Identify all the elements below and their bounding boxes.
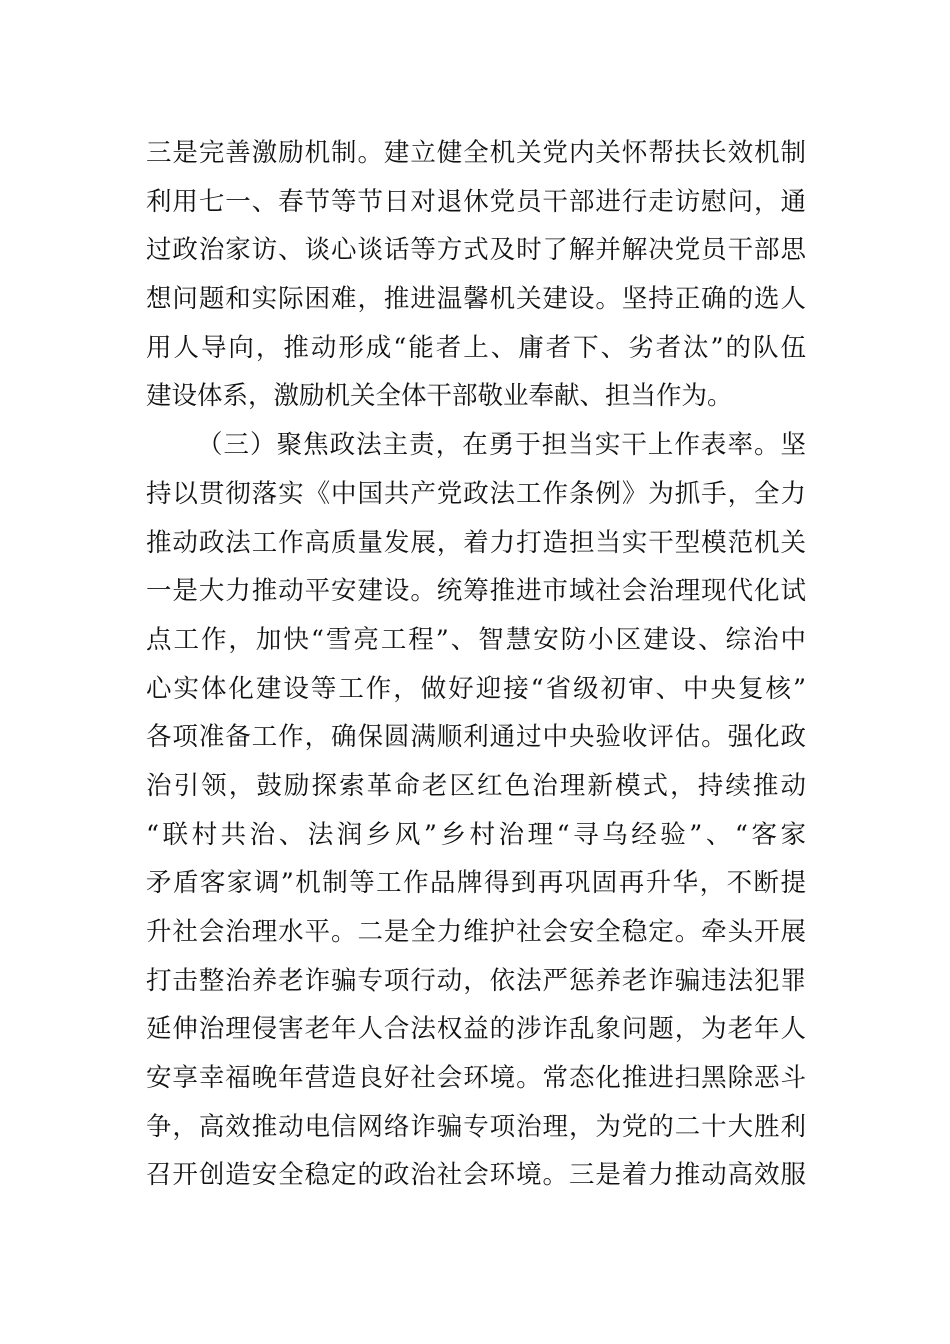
text-line: 点工作，加快“雪亮工程”、智慧安防小区建设、综治中 xyxy=(146,624,806,655)
text-line: 矛盾客家调”机制等工作品牌得到再巩固再升华，不断提 xyxy=(146,868,806,899)
body-text xyxy=(146,129,806,1200)
text-line: 心实体化建设等工作，做好迎接“省级初审、中央复核” xyxy=(146,673,806,704)
text-line: 过政治家访、谈心谈话等方式及时了解并解决党员干部思 xyxy=(146,235,806,266)
text-line: 建设体系，激励机关全体干部敬业奉献、担当作为。 xyxy=(146,381,733,412)
section-heading-line: （三）聚焦政法主责，在勇于担当实干上作表率。坚 xyxy=(197,430,806,461)
text-line: 利用七一、春节等节日对退休党员干部进行走访慰问，通 xyxy=(146,186,806,217)
text-line: 三是完善激励机制。建立健全机关党内关怀帮扶长效机制 xyxy=(146,138,806,168)
text-line: 治引领，鼓励探索革命老区红色治理新模式，持续推动 xyxy=(146,770,806,801)
text-line: 升社会治理水平。二是全力维护社会安全稳定。牵头开展 xyxy=(146,917,806,947)
text-line: 召开创造安全稳定的政治社会环境。三是着力推动高效服 xyxy=(146,1160,806,1191)
text-line: 推动政法工作高质量发展，着力打造担当实干型模范机关 xyxy=(146,527,806,558)
text-line: 各项准备工作，确保圆满顺利通过中央验收评估。强化政 xyxy=(146,722,806,753)
text-line: 一是大力推动平安建设。统筹推进市域社会治理现代化试 xyxy=(146,576,806,607)
text-line: 安享幸福晚年营造良好社会环境。常态化推进扫黑除恶斗 xyxy=(146,1063,806,1094)
text-line: 争，高效推动电信网络诈骗专项治理，为党的二十大胜利 xyxy=(146,1111,806,1142)
text-line: 打击整治养老诈骗专项行动，依法严惩养老诈骗违法犯罪 xyxy=(146,965,806,996)
text-line: 持以贯彻落实《中国共产党政法工作条例》为抓手，全力 xyxy=(146,478,806,509)
text-line: 延伸治理侵害老年人合法权益的涉诈乱象问题，为老年人 xyxy=(146,1014,806,1045)
text-line: “联村共治、法润乡风”乡村治理“寻乌经验”、“客家 xyxy=(146,819,806,850)
text-line: 用人导向，推动形成“能者上、庸者下、劣者汰”的队伍 xyxy=(146,332,806,363)
text-line: 想问题和实际困难，推进温馨机关建设。坚持正确的选人 xyxy=(146,284,806,315)
